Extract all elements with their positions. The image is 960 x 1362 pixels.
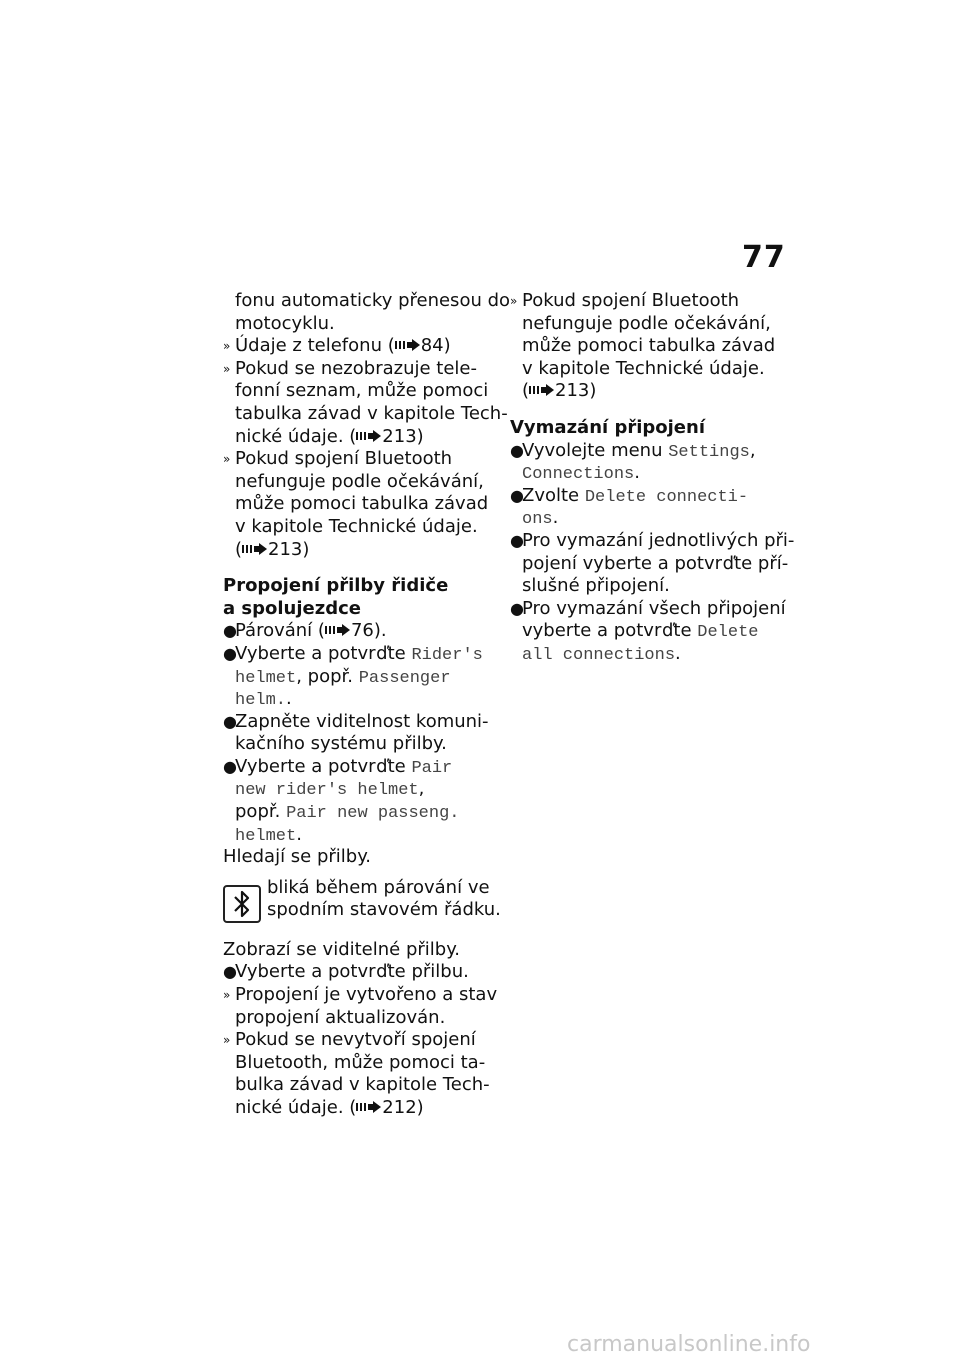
step-item: ● Vyvolejte menu Settings, <box>510 439 756 462</box>
menu-item-label: new rider's helmet <box>235 781 419 801</box>
text-line: může pomoci tabulka závad <box>235 493 489 515</box>
result-marker: » <box>223 1033 231 1048</box>
menu-item-label: Delete connecti- <box>584 487 749 507</box>
step-item: ● Zapněte viditelnost komuni- <box>223 710 489 732</box>
text-line: fonní seznam, může pomoci <box>235 380 489 402</box>
menu-item-label: helmet <box>235 826 297 846</box>
menu-item-label: helm. <box>235 691 287 711</box>
result-marker: » <box>223 452 231 467</box>
result-item: » Propojení je vytvořeno a stav <box>223 984 498 1006</box>
result-item: » Pokud spojení Bluetooth <box>510 290 740 311</box>
right-column <box>510 290 795 666</box>
text-line: tabulka závad v kapitole Tech- <box>235 402 508 424</box>
menu-item-label: Passenger <box>358 668 451 688</box>
left-column <box>223 290 511 1120</box>
bluetooth-note <box>223 876 501 927</box>
text-line: helmet, popř. Passenger <box>235 665 451 688</box>
menu-item-label: Settings <box>668 442 750 462</box>
text-line: v kapitole Technické údaje. <box>235 515 478 537</box>
text-line: bulka závad v kapitole Tech- <box>235 1074 490 1096</box>
menu-item-label: all connections <box>522 645 676 665</box>
text-line: ( 213) <box>235 538 310 560</box>
menu-item-label: ons <box>522 510 553 530</box>
step-marker: ● <box>510 598 524 618</box>
text-line: helmet. <box>235 823 302 846</box>
arrow-reference-icon <box>529 383 555 397</box>
section-heading: Vymazání připojení <box>510 416 705 438</box>
step-item: ● Pro vymazání všech připojení <box>510 597 786 619</box>
text-line: kačního systému přilby. <box>235 733 447 755</box>
menu-item-label: Pair <box>411 758 453 778</box>
watermark: carmanualsonline.info <box>567 1332 811 1357</box>
arrow-reference-icon <box>395 338 421 352</box>
step-item: ● Zvolte Delete connecti- <box>510 484 749 507</box>
text-line: může pomoci tabulka závad <box>522 335 776 357</box>
menu-item-label: Delete <box>697 623 759 643</box>
arrow-reference-icon <box>356 429 382 443</box>
result-marker: » <box>223 339 231 354</box>
text-line: ons. <box>522 507 559 530</box>
step-marker: ● <box>510 485 524 505</box>
text-line: new rider's helmet, <box>235 778 425 801</box>
step-marker: ● <box>223 643 237 663</box>
result-item: » Pokud spojení Bluetooth <box>223 448 453 470</box>
step-marker: ● <box>223 711 237 731</box>
text-line: Hledají se přilby. <box>223 846 372 868</box>
text-line: Zobrazí se viditelné přilby. <box>223 938 461 960</box>
step-item: ● Vyberte a potvrďte Pair <box>223 755 453 778</box>
result-marker: » <box>223 988 231 1003</box>
text-line: v kapitole Technické údaje. <box>522 357 765 379</box>
result-marker: » <box>223 361 231 376</box>
step-item: ● Vyberte a potvrďte přilbu. <box>223 961 469 983</box>
text-line: propojení aktualizován. <box>235 1006 446 1028</box>
text-line: popř. Pair new passeng. <box>235 801 460 824</box>
step-marker: ● <box>510 530 524 550</box>
step-marker: ● <box>510 440 524 460</box>
menu-item-label: Connections <box>522 465 635 485</box>
step-marker: ● <box>223 621 237 641</box>
arrow-reference-icon <box>242 542 268 556</box>
text-line: nické údaje. ( 212) <box>235 1097 424 1118</box>
text-line: Bluetooth, může pomoci ta- <box>235 1051 486 1073</box>
text-line: helm.. <box>235 688 292 711</box>
result-item: » Pokud se nezobrazuje tele- <box>223 357 477 379</box>
text-line: nefunguje podle očekávání, <box>522 312 771 334</box>
page-number: 77 <box>742 240 786 275</box>
result-item: » Údaje z telefonu ( 84) <box>223 335 451 357</box>
text-line: fonu automaticky přenesou do <box>235 290 511 311</box>
bluetooth-note-text: bliká během párování ve spodním stavovém řádku. <box>267 876 501 921</box>
step-marker: ● <box>223 962 237 982</box>
text-line: nefunguje podle očekávání, <box>235 470 484 492</box>
text-line: vyberte a potvrďte Delete <box>522 620 759 643</box>
step-item: ● Pro vymazání jednotlivých při- <box>510 529 795 551</box>
section-heading: a spolujezdce <box>223 597 361 619</box>
menu-item-label: Rider's <box>411 645 483 665</box>
text-line: slušné připojení. <box>522 575 670 597</box>
text-line: pojení vyberte a potvrďte pří- <box>522 552 789 574</box>
menu-item-label: helmet <box>235 668 297 688</box>
section-heading: Propojení přilby řidiče <box>223 575 449 597</box>
step-marker: ● <box>223 756 237 776</box>
step-item: ● Párování ( 76). <box>223 620 387 642</box>
result-marker: » <box>510 294 518 308</box>
text-line: ( 213) <box>522 380 597 402</box>
text-line: motocyklu. <box>235 312 335 334</box>
result-item: » Pokud se nevytvoří spojení <box>223 1029 476 1051</box>
text-line: nické údaje. ( 213) <box>235 425 424 447</box>
bluetooth-icon <box>223 885 261 923</box>
step-item: ● Vyberte a potvrďte Rider's <box>223 642 483 665</box>
arrow-reference-icon <box>325 623 351 637</box>
menu-item-label: Pair new passeng. <box>286 804 460 824</box>
text-line: Connections. <box>522 462 640 485</box>
arrow-reference-icon <box>356 1100 382 1114</box>
text-line: all connections. <box>522 642 681 665</box>
